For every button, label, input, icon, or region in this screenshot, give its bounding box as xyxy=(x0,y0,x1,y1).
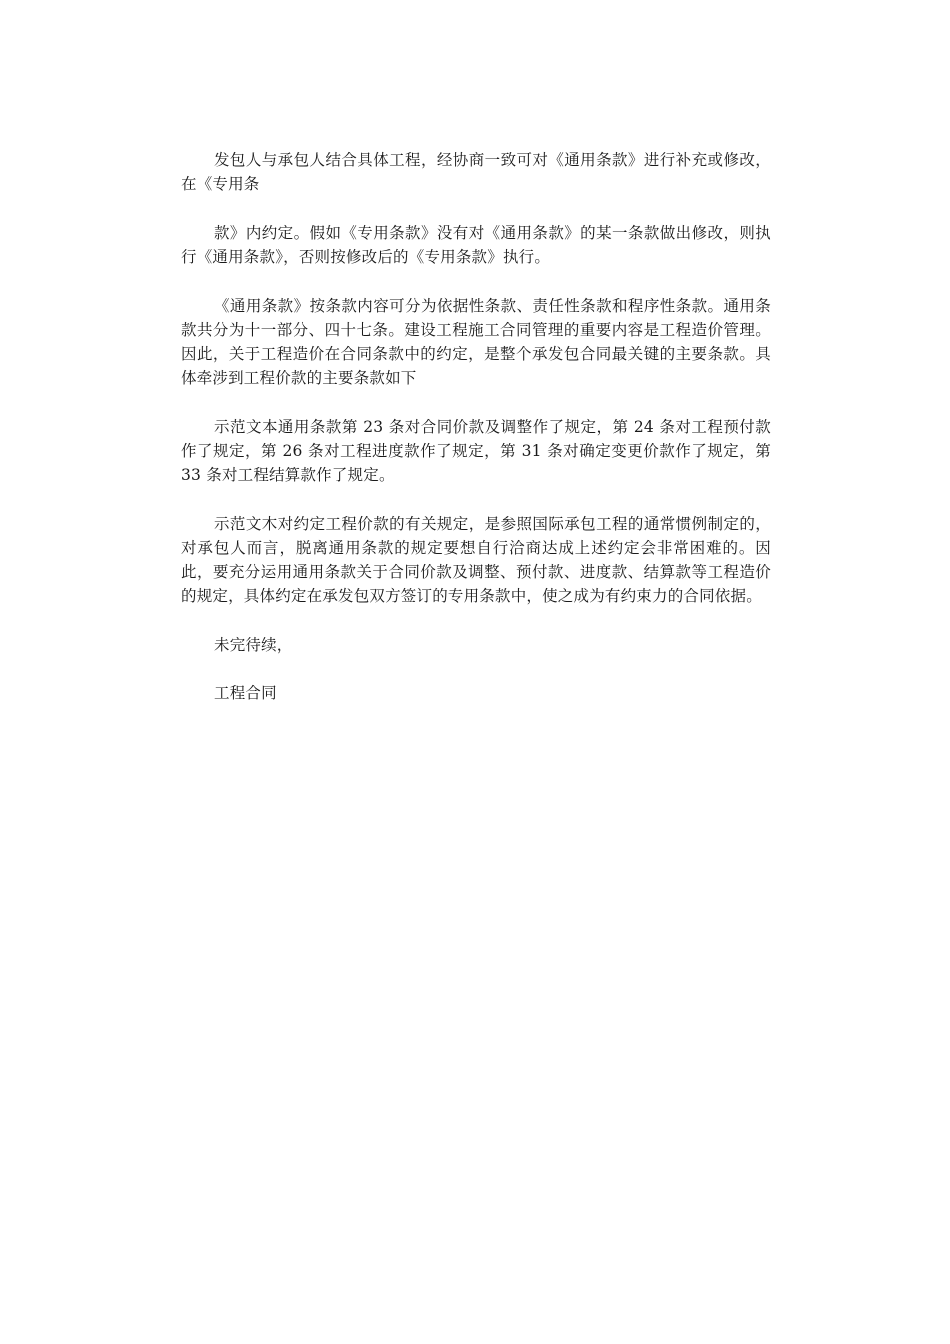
paragraph-4: 示范文本通用条款第 23 条对合同价款及调整作了规定，第 24 条对工程预付款作了规定，第 26 条对工程进度款作了规定，第 31 条对确定变更价款作了规定，第 33 条对工程结算款作了规定。 xyxy=(181,418,771,484)
paragraph-to-be-continued: 未完待续， xyxy=(214,636,293,654)
paragraph-3: 《通用条款》按条款内容可分为依据性条款、责任性条款和程序性条款。通用条款共分为十一部分、四十七条。建设工程施工合同管理的重要内容是工程造价管理。因此，关于工程造价在合同条款中的约定，是整个承发包合同最关键的主要条款。具体牵涉到工程价款的主要条款如下 xyxy=(181,297,771,387)
paragraph-2: 款》内约定。假如《专用条款》没有对《通用条款》的某一条款做出修改，则执行《通用条款》，否则按修改后的《专用条款》执行。 xyxy=(181,224,771,266)
document-body xyxy=(181,148,771,729)
paragraph-5: 示范文木对约定工程价款的有关规定，是参照国际承包工程的通常惯例制定的，对承包人而言，脱离通用条款的规定要想自行洽商达成上述约定会非常困难的。因此，要充分运用通用条款关于合同价款及调整、预付款、进度款、结算款等工程造价的规定，具体约定在承发包双方签订的专用条款中，使之成为有约束力的合同依据。 xyxy=(181,515,771,605)
paragraph-1: 发包人与承包人结合具体工程，经协商一致可对《通用条款》进行补充或修改，在《专用条 xyxy=(181,151,771,193)
paragraph-footer-topic: 工程合同 xyxy=(214,684,277,702)
